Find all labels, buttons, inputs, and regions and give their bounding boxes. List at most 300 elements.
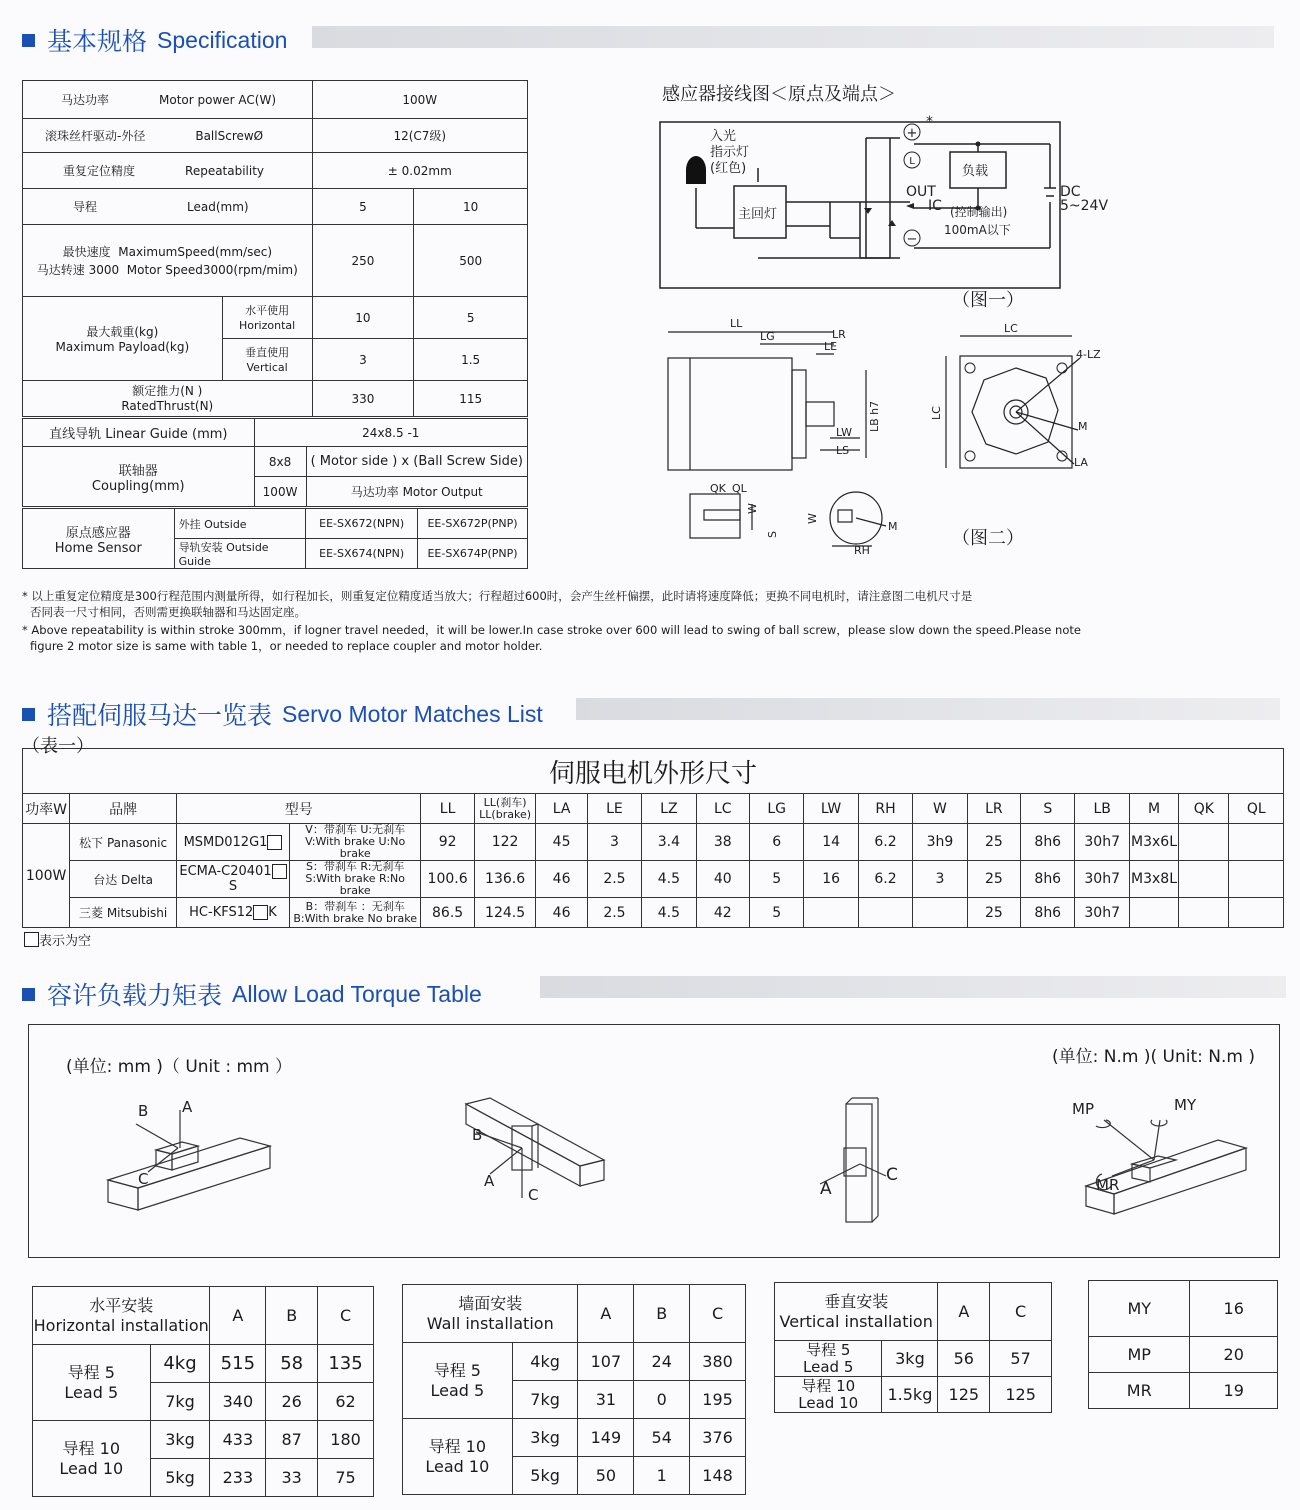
model-suffix: S (228, 879, 238, 894)
table1-label: （表一） (22, 736, 94, 757)
spec-row-guide (23, 419, 528, 447)
load-label: 负载 (962, 164, 989, 179)
cell: 233 (210, 1459, 266, 1497)
vertical-table (774, 1282, 1052, 1413)
cell: 6.2 (858, 824, 912, 861)
col-lw: LW (804, 794, 858, 824)
wiring-title: 感应器接线图＜原点及端点＞ (662, 84, 896, 105)
brand-cell: 三菱 Mitsubishi (70, 898, 177, 928)
cell: 58 (266, 1345, 318, 1383)
cell: 1 (634, 1457, 690, 1495)
cell: 0 (634, 1381, 690, 1419)
dim-ls: LS (836, 444, 850, 457)
w-col-a: A (578, 1285, 634, 1343)
table-row (1089, 1281, 1278, 1337)
moment-table (1088, 1280, 1278, 1409)
sensor-r1a: EE-SX672(NPN) (306, 509, 418, 539)
cell: 5 (749, 898, 803, 928)
coupling-r1b: ( Motor side ) x (Ball Screw Side) (306, 447, 527, 477)
cell: 45 (536, 824, 587, 861)
cell: 125 (938, 1377, 990, 1413)
cell (1229, 898, 1284, 928)
cell: 30h7 (1075, 824, 1129, 861)
cell: M3x6L (1129, 824, 1178, 861)
col-ll-brake: LL(刹车) LL(brake) (474, 794, 536, 824)
spec-row-thrust (23, 381, 528, 417)
cell (1229, 861, 1284, 898)
fig1-caption: （图一） (952, 290, 1024, 311)
cell: 33 (266, 1459, 318, 1497)
dim-m2: M (888, 520, 898, 533)
spec-row-coupling-1 (23, 447, 528, 477)
payload-en: Maximum Payload(kg) (55, 340, 190, 354)
col-lr: LR (967, 794, 1020, 824)
cell: 26 (266, 1383, 318, 1421)
h-lead10-zh: 导程 10 (62, 1438, 120, 1458)
led-label-3: (红色) (710, 161, 747, 176)
label-a-w: A (484, 1172, 495, 1190)
kg-cell: 4kg (512, 1343, 578, 1381)
table-row (775, 1341, 1052, 1377)
power-value: 100W (312, 81, 527, 119)
coupling-r2a: 100W (254, 477, 306, 507)
dim-le: LE (824, 340, 838, 353)
lead-zh: 导程 (73, 200, 98, 214)
col-model: 型号 (177, 794, 421, 824)
rpm-zh: 马达转速 3000 (36, 262, 120, 277)
servo-table (22, 748, 1284, 928)
motor-drawing (660, 314, 1120, 564)
brake-zh: S：带刹车 R:无刹车 (305, 860, 405, 873)
cell: 107 (578, 1343, 634, 1381)
cell: 87 (266, 1421, 318, 1459)
led-label-1: 入光 (710, 129, 737, 144)
col-la: LA (536, 794, 587, 824)
cell: 24 (634, 1343, 690, 1381)
cell: 380 (690, 1343, 746, 1381)
speed-en: MaximumSpeed(mm/sec) (118, 244, 272, 259)
cell (804, 898, 858, 928)
unit-nm: (单位: N.m )( Unit: N.m ) (1052, 1047, 1255, 1067)
label-a-h: A (182, 1098, 193, 1116)
dim-lc-top: LC (1004, 322, 1018, 335)
section-bullet-icon (22, 988, 35, 1001)
cell: 8h6 (1021, 898, 1075, 928)
col-brand: 品牌 (70, 794, 177, 824)
sensor-r1: 外挂 Outside (174, 509, 306, 539)
v-title-zh: 垂直安装 (824, 1291, 889, 1311)
w-lead5-zh: 导程 5 (433, 1360, 481, 1380)
dc-label: DC (1060, 184, 1081, 200)
w-lead5-en: Lead 5 (430, 1380, 485, 1400)
spec-row-payload-h (23, 297, 528, 339)
label-b-w: B (472, 1126, 483, 1144)
torque-title-zh: 容许负载力矩表 (47, 981, 223, 1010)
speed-zh: 最快速度 (62, 244, 111, 259)
kg-cell: 5kg (512, 1457, 578, 1495)
payload-v1: 3 (312, 339, 414, 381)
kg-cell: 7kg (150, 1383, 210, 1421)
moment-value: 19 (1190, 1373, 1278, 1409)
model-cell: ECMA-C20401 (179, 864, 272, 879)
blank-legend (24, 930, 91, 949)
sensor-zh: 原点感应器 (65, 525, 131, 541)
coupling-r1a: 8x8 (254, 447, 306, 477)
ballscrew-en: BallScrewØ (195, 129, 264, 143)
cell: 5 (749, 861, 803, 898)
dim-la: LA (1074, 456, 1088, 469)
cell: 8h6 (1021, 824, 1075, 861)
dim-w: W (746, 503, 759, 514)
repeat-zh: 重复定位精度 (63, 164, 136, 178)
out-label: OUT (906, 184, 936, 200)
cell: 376 (690, 1419, 746, 1457)
dim-lr: LR (832, 328, 846, 341)
cell: 124.5 (474, 898, 536, 928)
col-s: S (1021, 794, 1075, 824)
power-zh: 马达功率 (61, 93, 110, 107)
dim-lw: LW (836, 426, 852, 439)
cell: 3 (913, 861, 967, 898)
ic-label: IC (928, 198, 942, 214)
cell: 46 (536, 861, 587, 898)
cell (1129, 898, 1178, 928)
plus-label: + (906, 126, 918, 141)
fig2-caption: （图二） (952, 528, 1024, 549)
sensor-r2a: EE-SX674(NPN) (306, 539, 418, 569)
cell: 50 (578, 1457, 634, 1495)
notes (22, 588, 1081, 654)
cell: 56 (938, 1341, 990, 1377)
table-row (403, 1343, 746, 1381)
sensor-r1b: EE-SX672P(PNP) (418, 509, 528, 539)
spec-table-sensor (22, 508, 528, 569)
brake-en: V:With brake U:No brake (305, 835, 406, 860)
servo-header-row (23, 794, 1284, 824)
cell: 195 (690, 1381, 746, 1419)
cell: 30h7 (1075, 861, 1129, 898)
moment-value: 20 (1190, 1337, 1278, 1373)
table-row (403, 1419, 746, 1457)
kg-cell: 3kg (150, 1421, 210, 1459)
dim-s: S (766, 531, 779, 538)
model-suffix: K (268, 905, 277, 920)
thrust-v2: 115 (414, 381, 528, 417)
h-col-b: B (266, 1287, 318, 1345)
cell: 2.5 (587, 861, 641, 898)
cell: 14 (804, 824, 858, 861)
dim-w2: W (806, 513, 819, 524)
cell: 515 (210, 1345, 266, 1383)
note-en-1: * Above repeatability is within stroke 300mm，if logner travel needed，it will be lower.In case stroke over 600 will lead to swing of ball screw，please slow down the speed.Please note (22, 623, 1081, 637)
label-mr: MR (1096, 1176, 1120, 1194)
spec-row-ballscrew (23, 119, 528, 153)
col-lz: LZ (642, 794, 696, 824)
cell: 6 (749, 824, 803, 861)
cell: 4.5 (642, 861, 696, 898)
cell: 3h9 (913, 824, 967, 861)
dim-qk: QK (710, 482, 726, 495)
cell: 8h6 (1021, 861, 1075, 898)
lead-v1: 5 (312, 189, 414, 225)
dim-lb: LB h7 (868, 400, 881, 432)
cell: 31 (578, 1381, 634, 1419)
model-cell: MSMD012G1 (183, 834, 268, 850)
table-row (33, 1421, 374, 1459)
payload-h2: 5 (414, 297, 528, 339)
cell: 92 (421, 824, 474, 861)
h-title-zh: 水平安装 (89, 1295, 154, 1315)
note-zh-1: * 以上重复定位精度是300行程范围内测量所得，如行程加长，则重复定位精度适当放大；行程超过600时，会产生丝杆偏摆，此时请将速度降低；更换不同电机时，请注意图二电机尺寸是 (22, 589, 973, 603)
w-col-c: C (690, 1285, 746, 1343)
cell (858, 898, 912, 928)
horizontal-en: Horizontal (239, 318, 296, 332)
kg-cell: 7kg (512, 1381, 578, 1419)
kg-cell: 3kg (882, 1341, 938, 1377)
moment-value: 16 (1190, 1281, 1278, 1337)
sensor-r2b: EE-SX674P(PNP) (418, 539, 528, 569)
table-row (33, 1345, 374, 1383)
table-row (775, 1377, 1052, 1413)
cell (1229, 824, 1284, 861)
payload-zh: 最大载重(kg) (86, 325, 159, 339)
label-b-h: B (138, 1102, 149, 1120)
w-lead10-en: Lead 10 (425, 1456, 490, 1476)
spec-title-zh: 基本规格 (47, 27, 148, 56)
section-bullet-icon (22, 708, 35, 721)
cell: 40 (696, 861, 749, 898)
w-lead10-zh: 导程 10 (428, 1436, 487, 1456)
servo-title-en: Servo Motor Matches List (282, 700, 543, 727)
h-lead10-en: Lead 10 (59, 1458, 124, 1478)
power-en: Motor power AC(W) (159, 93, 277, 107)
w-title-en: Wall installation (426, 1313, 554, 1333)
label-a-v: A (820, 1179, 832, 1199)
cell: 148 (690, 1457, 746, 1495)
v-col-c: C (990, 1283, 1052, 1341)
note-en-2: figure 2 motor size is same with table 1，or needed to replace coupler and motor holder. (30, 639, 543, 653)
spec-table-lower (22, 418, 528, 507)
vertical-en: Vertical (246, 360, 288, 374)
cell: 122 (474, 824, 536, 861)
cell: 136.6 (474, 861, 536, 898)
cell: 3 (587, 824, 641, 861)
servo-table-title: 伺服电机外形尺寸 (23, 749, 1284, 794)
spec-row-power (23, 81, 528, 119)
blank-box-icon (267, 835, 282, 850)
guide-label: 直线导轨 Linear Guide (mm) (23, 419, 255, 447)
sensor-r2: 导轨安装 Outside Guide (174, 539, 306, 569)
note-zh-2: 否同表一尺寸相同，否则需更换联轴器和马达固定座。 (30, 605, 306, 619)
cell: 6.2 (858, 861, 912, 898)
vertical-zh: 垂直使用 (245, 345, 290, 359)
blank-box-icon (272, 864, 287, 879)
dim-rh: RH (854, 544, 870, 557)
header-bar (540, 976, 1286, 998)
brand-cell: 台达 Delta (70, 861, 177, 898)
label-c-h: C (138, 1170, 149, 1188)
w-col-b: B (634, 1285, 690, 1343)
brake-en: B:With brake No brake (293, 911, 418, 925)
dim-lc-side: LC (930, 406, 943, 420)
blank-box-icon (253, 905, 268, 920)
h-title-en: Horizontal installation (33, 1315, 209, 1335)
horizontal-zh: 水平使用 (245, 303, 290, 317)
torque-illustrations (100, 1090, 1260, 1230)
torque-title-en: Allow Load Torque Table (232, 980, 482, 1007)
main-label: 主回灯 (738, 207, 778, 222)
kg-cell: 5kg (150, 1459, 210, 1497)
table-row (23, 898, 1284, 928)
cell: 433 (210, 1421, 266, 1459)
thrust-zh: 额定推力(N ) (132, 383, 203, 398)
unit-mm: (单位: mm )（ Unit : mm ） (66, 1057, 292, 1077)
kg-cell: 3kg (512, 1419, 578, 1457)
ctrl-label-2: 100mA以下 (944, 223, 1011, 237)
col-qk: QK (1179, 794, 1229, 824)
cell (1179, 824, 1229, 861)
h-lead5-zh: 导程 5 (67, 1362, 115, 1382)
col-w: W (913, 794, 967, 824)
brake-zh: B：带刹车 ：无刹车 (305, 899, 405, 913)
cell: 340 (210, 1383, 266, 1421)
cell: 30h7 (1075, 898, 1129, 928)
col-ql: QL (1229, 794, 1284, 824)
brake-zh: V：带刹车 U:无刹车 (305, 823, 406, 836)
label-mp: MP (1072, 1100, 1094, 1118)
brand-cell: 松下 Panasonic (70, 824, 177, 861)
moment-key: MP (1089, 1337, 1190, 1373)
coupling-r2b: 马达功率 Motor Output (306, 477, 527, 507)
payload-h1: 10 (312, 297, 414, 339)
spec-row-lead (23, 189, 528, 225)
dim-ll: LL (730, 317, 743, 330)
v-lead5-zh: 导程 5 (806, 1340, 851, 1359)
table-row (23, 824, 1284, 861)
cell: 38 (696, 824, 749, 861)
cell: 42 (696, 898, 749, 928)
spec-row-sensor-1 (23, 509, 528, 539)
wall-table (402, 1284, 746, 1495)
sensor-en: Home Sensor (54, 540, 142, 556)
dc-voltage: 5~24V (1060, 198, 1109, 214)
coupling-zh: 联轴器 (118, 463, 158, 479)
cell: 180 (318, 1421, 374, 1459)
cell: M3x8L (1129, 861, 1178, 898)
h-lead5-en: Lead 5 (64, 1382, 119, 1402)
label-my: MY (1174, 1096, 1197, 1114)
torque-section-header (22, 976, 482, 1012)
col-lc: LC (696, 794, 749, 824)
v-title-en: Vertical installation (779, 1311, 933, 1331)
dim-lg: LG (760, 330, 775, 343)
spec-row-repeatability (23, 153, 528, 189)
kg-cell: 4kg (150, 1345, 210, 1383)
label-c-w: C (528, 1186, 539, 1204)
cell (913, 898, 967, 928)
speed-v2: 500 (414, 225, 528, 297)
horizontal-table (32, 1286, 374, 1497)
blank-legend-text: 表示为空 (39, 934, 92, 949)
cell: 135 (318, 1345, 374, 1383)
repeat-value: ± 0.02mm (312, 153, 527, 189)
cell: 25 (967, 861, 1020, 898)
v-lead10-en: Lead 10 (798, 1393, 859, 1412)
cell: 25 (967, 824, 1020, 861)
cell (1179, 898, 1229, 928)
ballscrew-zh: 滚珠丝杆驱动-外径 (45, 129, 146, 143)
blank-box-icon (24, 932, 39, 947)
repeat-en: Repeatability (185, 164, 265, 178)
col-lb: LB (1075, 794, 1129, 824)
w-title-zh: 墙面安装 (458, 1293, 523, 1313)
cell: 125 (990, 1377, 1052, 1413)
ballscrew-value: 12(C7级) (312, 119, 527, 153)
section-bullet-icon (22, 34, 35, 47)
moment-key: MY (1089, 1281, 1190, 1337)
cell: 86.5 (421, 898, 474, 928)
speed-v1: 250 (312, 225, 414, 297)
led-label-2: 指示灯 (710, 145, 750, 160)
table-row (1089, 1337, 1278, 1373)
col-le: LE (587, 794, 641, 824)
dim-m: M (1078, 420, 1088, 433)
table-row (23, 861, 1284, 898)
cell: 149 (578, 1419, 634, 1457)
cell: 16 (804, 861, 858, 898)
cell: 46 (536, 898, 587, 928)
v-col-a: A (938, 1283, 990, 1341)
payload-v2: 1.5 (414, 339, 528, 381)
col-lg: LG (749, 794, 803, 824)
v-lead5-en: Lead 5 (803, 1357, 854, 1376)
star-label: * (926, 114, 933, 130)
cell: 62 (318, 1383, 374, 1421)
guide-value: 24x8.5 -1 (254, 419, 527, 447)
wiring-diagram (650, 108, 1120, 298)
header-bar (576, 698, 1280, 720)
thrust-en: RatedThrust(N) (121, 398, 214, 413)
kg-cell: 1.5kg (882, 1377, 938, 1413)
dim-ql: QL (732, 482, 747, 495)
servo-title-zh: 搭配伺服马达一览表 (47, 701, 273, 730)
cell (1179, 861, 1229, 898)
v-lead10-zh: 导程 10 (801, 1376, 856, 1395)
ctrl-label-1: (控制输出) (950, 205, 1008, 219)
cell: 54 (634, 1419, 690, 1457)
spec-table (22, 80, 528, 417)
cell: 25 (967, 898, 1020, 928)
spec-section-header (22, 22, 287, 58)
cell: 3.4 (642, 824, 696, 861)
header-bar (312, 26, 1274, 48)
brake-en: S:With brake R:No brake (305, 872, 405, 897)
col-ll: LL (421, 794, 474, 824)
lead-v2: 10 (414, 189, 528, 225)
lead-en: Lead(mm) (187, 200, 249, 214)
minus-label: − (906, 232, 918, 247)
label-c-v: C (886, 1165, 898, 1185)
servo-section-header (22, 696, 543, 732)
col-rh: RH (858, 794, 912, 824)
cell: 57 (990, 1341, 1052, 1377)
col-m: M (1129, 794, 1178, 824)
l-label: L (909, 156, 915, 167)
thrust-v1: 330 (312, 381, 414, 417)
moment-key: MR (1089, 1373, 1190, 1409)
dim-lz: 4-LZ (1076, 348, 1101, 361)
spec-title-en: Specification (157, 26, 288, 53)
